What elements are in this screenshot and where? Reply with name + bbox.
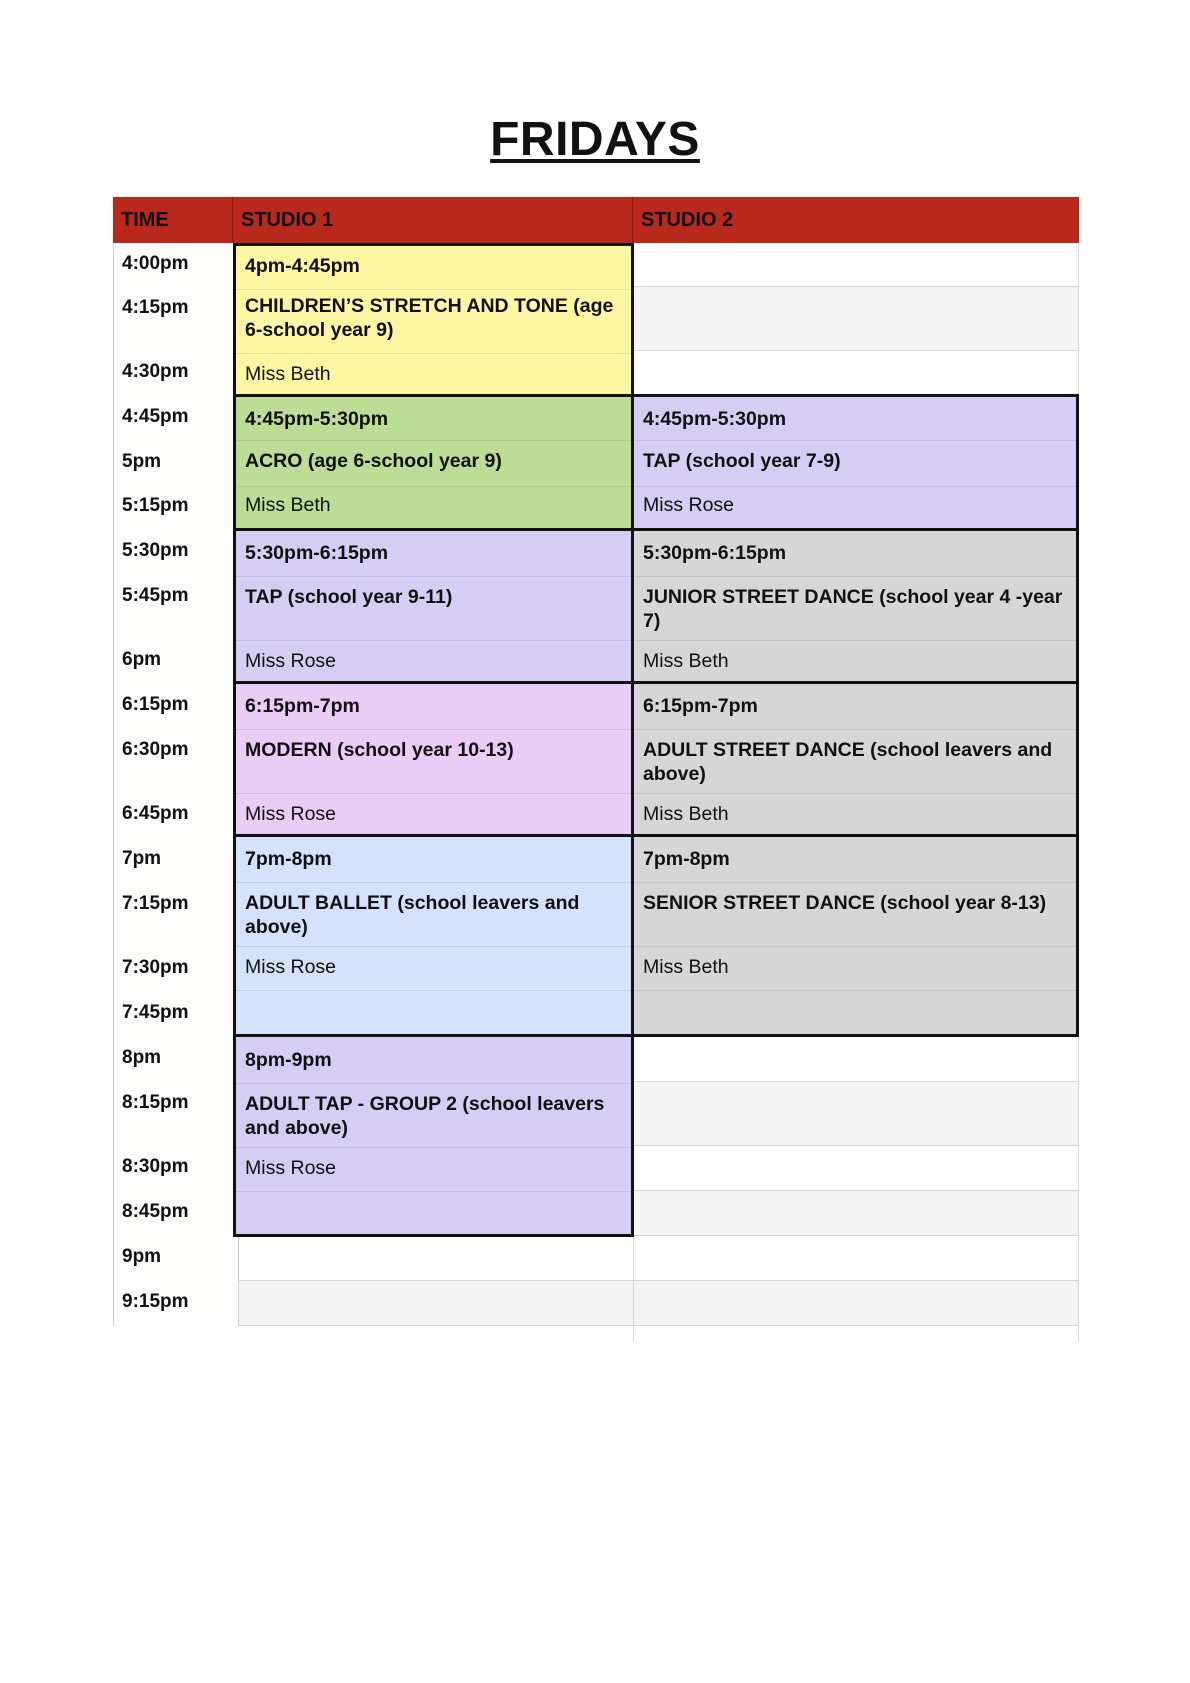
class-title: TAP (school year 9-11) xyxy=(236,585,631,641)
class-teacher: Miss Rose xyxy=(245,650,337,672)
class-time-range: 7pm-8pm xyxy=(634,847,1076,883)
class-block-studio1[interactable] xyxy=(233,834,634,1037)
time-label: 4:45pm xyxy=(113,396,239,441)
class-time-range: 4pm-4:45pm xyxy=(236,254,631,290)
class-teacher: Miss Rose xyxy=(245,803,337,825)
class-teacher: Miss Rose xyxy=(236,955,631,991)
time-label: 7:15pm xyxy=(113,883,239,947)
time-label: 8pm xyxy=(113,1037,239,1082)
time-label: 8:45pm xyxy=(113,1191,239,1236)
time-label: 9:15pm xyxy=(113,1281,239,1326)
class-teacher: Miss Beth xyxy=(643,803,729,825)
time-label: 9pm xyxy=(113,1236,239,1281)
time-label: 5:15pm xyxy=(113,485,239,530)
class-title: JUNIOR STREET DANCE (school year 4 -year 7) xyxy=(634,585,1076,641)
header-time: TIME xyxy=(113,197,233,243)
time-label: 8:15pm xyxy=(113,1082,239,1146)
class-block-studio2[interactable] xyxy=(631,681,1079,837)
class-time-range: 5:30pm-6:15pm xyxy=(236,541,631,577)
time-label: 6:45pm xyxy=(113,793,239,838)
class-block-studio2[interactable] xyxy=(631,834,1079,1037)
class-title: SENIOR STREET DANCE (school year 8-13) xyxy=(634,891,1076,947)
time-label: 5:30pm xyxy=(113,530,239,575)
class-block-studio1[interactable] xyxy=(233,243,634,397)
class-title: ADULT TAP - GROUP 2 (school leavers and above) xyxy=(236,1092,631,1148)
class-teacher: Miss Rose xyxy=(236,1156,631,1192)
time-label: 7:45pm xyxy=(113,992,239,1037)
time-label: 4:00pm xyxy=(113,243,239,287)
row-band xyxy=(113,1281,1079,1326)
time-label: 7:30pm xyxy=(113,947,239,992)
time-label: 4:15pm xyxy=(113,287,239,351)
time-label: 5:45pm xyxy=(113,575,239,639)
class-block-studio1[interactable] xyxy=(233,1034,634,1237)
class-block-studio1[interactable] xyxy=(233,528,634,684)
time-label: 8:30pm xyxy=(113,1146,239,1191)
class-teacher: Miss Beth xyxy=(245,494,331,516)
class-time-range: 6:15pm-7pm xyxy=(236,694,631,730)
time-label: 6:15pm xyxy=(113,684,239,729)
class-title: ADULT BALLET (school leavers and above) xyxy=(236,891,631,947)
class-title: MODERN (school year 10-13) xyxy=(236,738,631,794)
class-teacher: Miss Beth xyxy=(245,363,331,385)
class-time-range: 4:45pm-5:30pm xyxy=(236,407,631,441)
class-time-range: 8pm-9pm xyxy=(236,1048,631,1084)
time-label: 6:30pm xyxy=(113,729,239,793)
class-block-studio1[interactable] xyxy=(233,394,634,531)
class-teacher: Miss Rose xyxy=(643,494,735,516)
class-title: ADULT STREET DANCE (school leavers and above) xyxy=(634,738,1076,794)
class-teacher: Miss Beth xyxy=(643,650,729,672)
class-block-studio2[interactable] xyxy=(631,394,1079,531)
time-label: 4:30pm xyxy=(113,351,239,396)
class-teacher: Miss Beth xyxy=(634,955,1076,991)
class-time-range: 7pm-8pm xyxy=(236,847,631,883)
header-studio-1: STUDIO 1 xyxy=(233,197,633,243)
class-title: TAP (school year 7-9) xyxy=(634,449,1076,487)
time-label: 6pm xyxy=(113,639,239,684)
time-label: 5pm xyxy=(113,441,239,485)
row-band xyxy=(113,1236,1079,1281)
header-studio-2: STUDIO 2 xyxy=(633,197,1079,243)
class-block-studio1[interactable] xyxy=(233,681,634,837)
timetable xyxy=(113,197,1079,1342)
class-title: ACRO (age 6-school year 9) xyxy=(236,449,631,487)
class-time-range: 5:30pm-6:15pm xyxy=(634,541,1076,577)
class-time-range: 6:15pm-7pm xyxy=(634,694,1076,730)
page-title: FRIDAYS xyxy=(490,113,700,166)
class-time-range: 4:45pm-5:30pm xyxy=(634,407,1076,441)
time-label: 7pm xyxy=(113,838,239,883)
class-block-studio2[interactable] xyxy=(631,528,1079,684)
class-title: CHILDREN’S STRETCH AND TONE (age 6-school year 9) xyxy=(236,290,631,354)
